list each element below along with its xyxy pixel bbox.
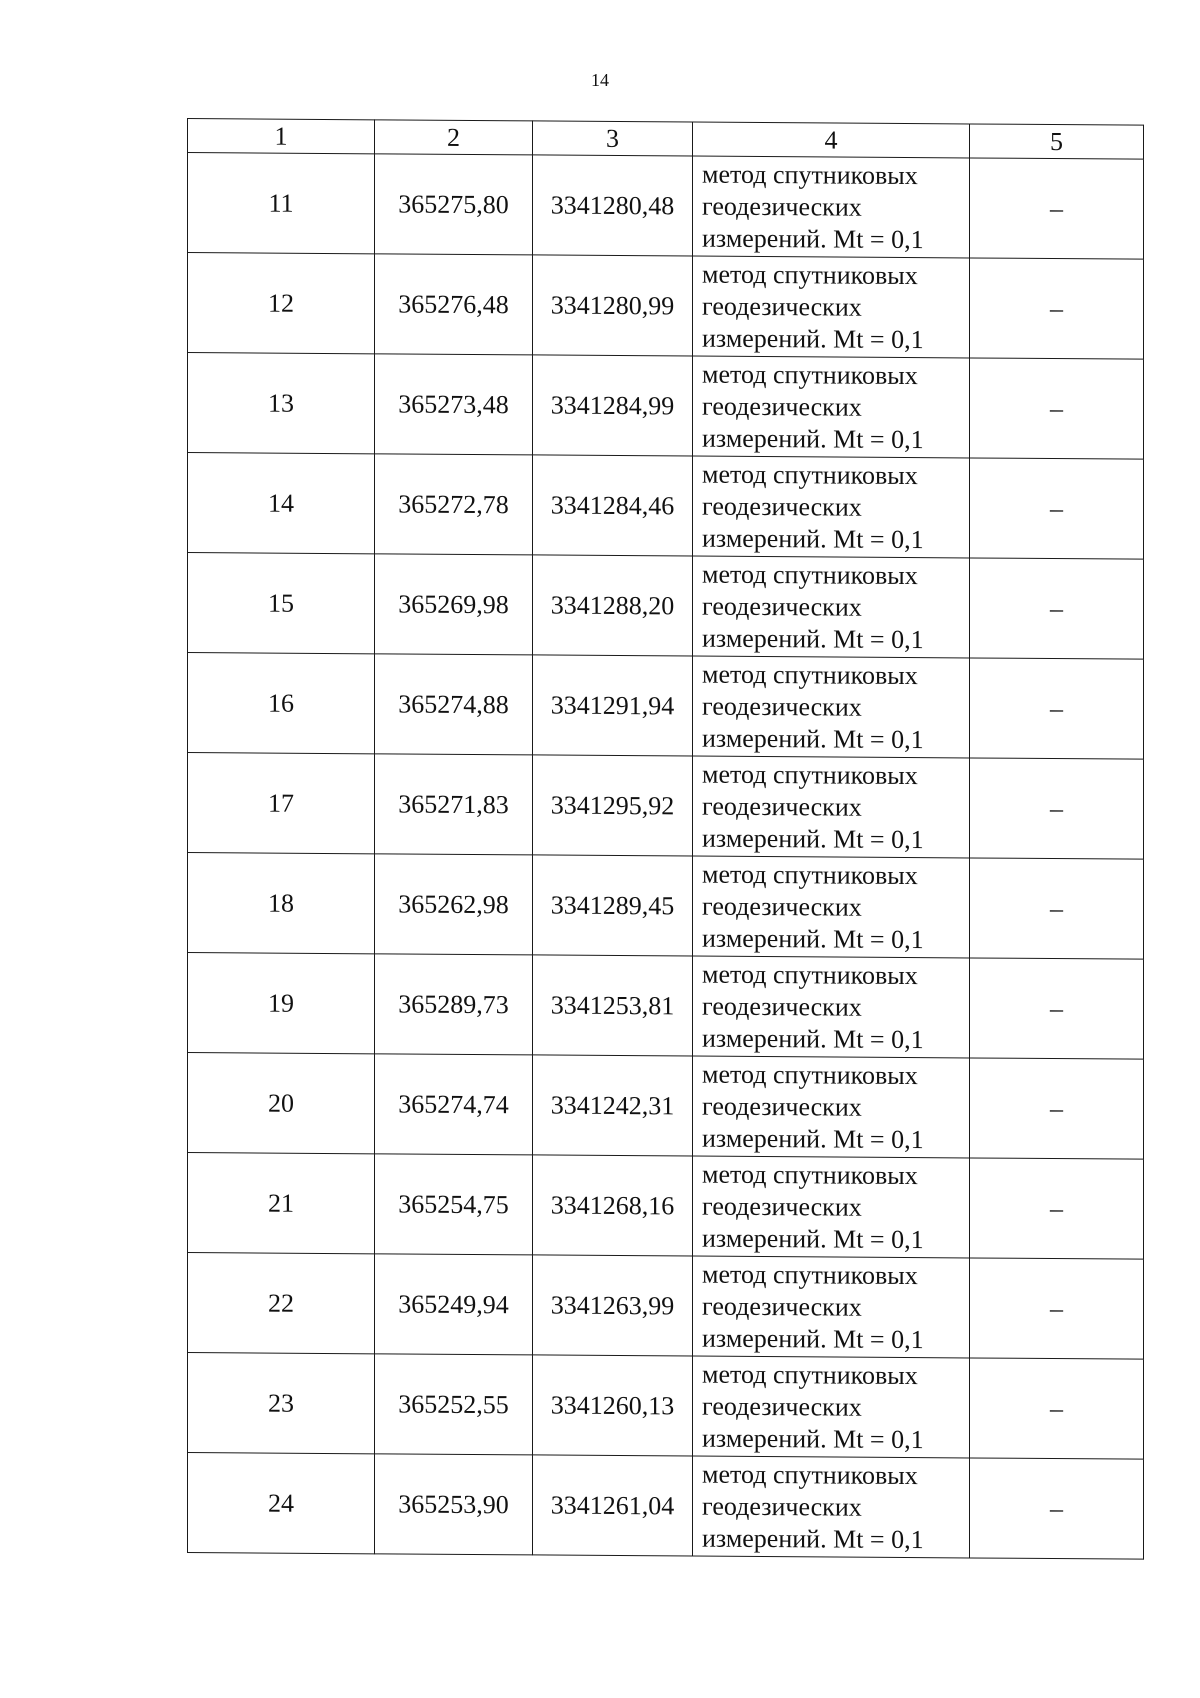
table-row	[188, 1353, 1144, 1460]
method-line: метод спутниковых	[702, 1059, 918, 1090]
note-cell: –	[970, 658, 1144, 759]
table-row	[188, 253, 1144, 360]
method-line: геодезических	[702, 291, 862, 322]
method-line: геодезических	[702, 591, 862, 622]
x-coordinate-cell: 365289,73	[375, 954, 533, 1055]
x-coordinate-cell: 365274,88	[375, 654, 533, 755]
point-number-cell: 21	[188, 1153, 375, 1254]
column-header: 3	[533, 121, 693, 156]
y-coordinate-cell: 3341295,92	[533, 755, 693, 856]
method-cell	[693, 1056, 970, 1158]
method-cell	[693, 356, 970, 458]
y-coordinate-cell: 3341260,13	[533, 1355, 693, 1456]
note-cell: –	[970, 958, 1144, 1059]
x-coordinate-cell: 365262,98	[375, 854, 533, 955]
method-line: геодезических	[702, 391, 862, 422]
method-line: метод спутниковых	[702, 659, 918, 690]
table-row	[188, 453, 1144, 560]
method-line: измерений. Mt = 0,1	[702, 323, 924, 354]
method-cell	[693, 1156, 970, 1258]
x-coordinate-cell: 365269,98	[375, 554, 533, 655]
method-cell	[693, 156, 970, 258]
y-coordinate-cell: 3341253,81	[533, 955, 693, 1056]
table-body	[188, 153, 1144, 1560]
method-line: метод спутниковых	[702, 1259, 918, 1290]
method-line: метод спутниковых	[702, 759, 918, 790]
note-cell: –	[970, 558, 1144, 659]
method-line: измерений. Mt = 0,1	[702, 423, 924, 454]
note-cell: –	[970, 1258, 1144, 1359]
method-line: метод спутниковых	[702, 259, 918, 290]
method-line: измерений. Mt = 0,1	[702, 1323, 924, 1354]
method-cell	[693, 456, 970, 558]
table-row	[188, 1453, 1144, 1560]
table-row	[188, 853, 1144, 960]
method-cell	[693, 1456, 970, 1558]
method-line: метод спутниковых	[702, 1459, 918, 1490]
x-coordinate-cell: 365254,75	[375, 1154, 533, 1255]
x-coordinate-cell: 365271,83	[375, 754, 533, 855]
point-number-cell: 11	[188, 153, 375, 254]
method-line: измерений. Mt = 0,1	[702, 1123, 924, 1154]
y-coordinate-cell: 3341268,16	[533, 1155, 693, 1256]
note-cell: –	[970, 458, 1144, 559]
point-number-cell: 18	[188, 853, 375, 954]
method-line: метод спутниковых	[702, 159, 918, 190]
method-line: геодезических	[702, 691, 862, 722]
method-line: метод спутниковых	[702, 1359, 918, 1390]
method-cell	[693, 856, 970, 958]
method-cell	[693, 1356, 970, 1458]
column-header: 4	[693, 122, 970, 158]
method-line: геодезических	[702, 191, 862, 222]
method-cell	[693, 656, 970, 758]
table-row	[188, 953, 1144, 1060]
note-cell: –	[970, 1158, 1144, 1259]
point-number-cell: 15	[188, 553, 375, 654]
method-line: метод спутниковых	[702, 559, 918, 590]
method-line: измерений. Mt = 0,1	[702, 1223, 924, 1254]
method-line: геодезических	[702, 891, 862, 922]
method-line: геодезических	[702, 791, 862, 822]
method-line: геодезических	[702, 1491, 862, 1522]
method-line: геодезических	[702, 1091, 862, 1122]
x-coordinate-cell: 365273,48	[375, 354, 533, 455]
method-cell	[693, 556, 970, 658]
method-cell	[693, 956, 970, 1058]
note-cell: –	[970, 1358, 1144, 1459]
method-line: геодезических	[702, 1291, 862, 1322]
column-header: 2	[375, 120, 533, 155]
point-number-cell: 17	[188, 753, 375, 854]
method-cell	[693, 1256, 970, 1358]
method-line: измерений. Mt = 0,1	[702, 723, 924, 754]
method-line: метод спутниковых	[702, 459, 918, 490]
y-coordinate-cell: 3341289,45	[533, 855, 693, 956]
x-coordinate-cell: 365252,55	[375, 1354, 533, 1455]
method-line: метод спутниковых	[702, 859, 918, 890]
method-line: измерений. Mt = 0,1	[702, 523, 924, 554]
x-coordinate-cell: 365275,80	[375, 154, 533, 255]
point-number-cell: 16	[188, 653, 375, 754]
note-cell: –	[970, 1458, 1144, 1559]
method-line: геодезических	[702, 991, 862, 1022]
point-number-cell: 14	[188, 453, 375, 554]
column-header: 5	[970, 124, 1144, 159]
point-number-cell: 19	[188, 953, 375, 1054]
y-coordinate-cell: 3341284,46	[533, 455, 693, 556]
y-coordinate-cell: 3341261,04	[533, 1455, 693, 1556]
point-number-cell: 20	[188, 1053, 375, 1154]
method-line: измерений. Mt = 0,1	[702, 923, 924, 954]
page-number: 14	[591, 70, 609, 90]
method-cell	[693, 756, 970, 858]
y-coordinate-cell: 3341263,99	[533, 1255, 693, 1356]
point-number-cell: 23	[188, 1353, 375, 1454]
method-line: метод спутниковых	[702, 359, 918, 390]
method-line: измерений. Mt = 0,1	[702, 1523, 924, 1554]
point-number-cell: 12	[188, 253, 375, 354]
table-row	[188, 653, 1144, 760]
x-coordinate-cell: 365253,90	[375, 1454, 533, 1555]
method-line: измерений. Mt = 0,1	[702, 823, 924, 854]
table-row	[188, 1153, 1144, 1260]
table-row	[188, 353, 1144, 460]
table-row	[188, 1253, 1144, 1360]
method-line: геодезических	[702, 491, 862, 522]
y-coordinate-cell: 3341288,20	[533, 555, 693, 656]
method-line: измерений. Mt = 0,1	[702, 623, 924, 654]
method-line: измерений. Mt = 0,1	[702, 1023, 924, 1054]
y-coordinate-cell: 3341280,48	[533, 155, 693, 256]
y-coordinate-cell: 3341242,31	[533, 1055, 693, 1156]
column-header: 1	[188, 119, 375, 154]
method-line: геодезических	[702, 1391, 862, 1422]
coordinates-table	[187, 118, 1144, 1560]
x-coordinate-cell: 365274,74	[375, 1054, 533, 1155]
table-row	[188, 153, 1144, 260]
note-cell: –	[970, 858, 1144, 959]
x-coordinate-cell: 365276,48	[375, 254, 533, 355]
point-number-cell: 22	[188, 1253, 375, 1354]
method-line: геодезических	[702, 1191, 862, 1222]
method-line: метод спутниковых	[702, 959, 918, 990]
note-cell: –	[970, 1058, 1144, 1159]
method-line: измерений. Mt = 0,1	[702, 223, 924, 254]
y-coordinate-cell: 3341284,99	[533, 355, 693, 456]
x-coordinate-cell: 365272,78	[375, 454, 533, 555]
note-cell: –	[970, 758, 1144, 859]
y-coordinate-cell: 3341291,94	[533, 655, 693, 756]
point-number-cell: 24	[188, 1453, 375, 1554]
y-coordinate-cell: 3341280,99	[533, 255, 693, 356]
table-row	[188, 753, 1144, 860]
point-number-cell: 13	[188, 353, 375, 454]
table-row	[188, 553, 1144, 660]
method-line: измерений. Mt = 0,1	[702, 1423, 924, 1454]
x-coordinate-cell: 365249,94	[375, 1254, 533, 1355]
table-row	[188, 1053, 1144, 1160]
method-cell	[693, 256, 970, 358]
note-cell: –	[970, 358, 1144, 459]
note-cell: –	[970, 258, 1144, 359]
method-line: метод спутниковых	[702, 1159, 918, 1190]
note-cell: –	[970, 158, 1144, 259]
